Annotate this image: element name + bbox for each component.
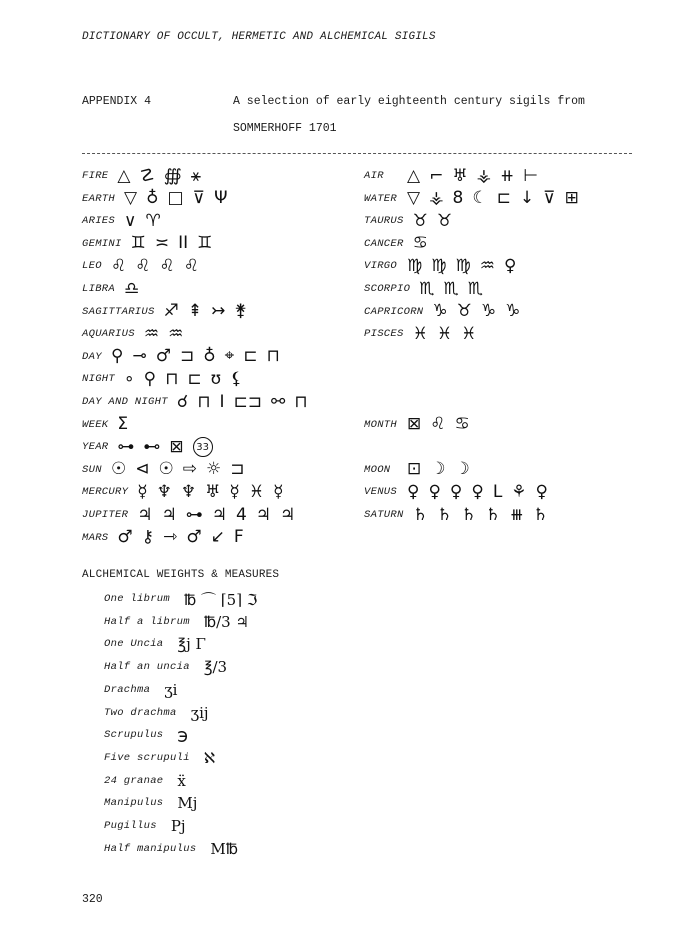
sigil-glyph: ♀ (504, 255, 517, 276)
sigil-label: MERCURY (82, 486, 129, 499)
sigil-glyph: ♑ (432, 301, 448, 322)
sigil-row-sagittarius (82, 301, 247, 323)
sigil-glyph: ⧻ (509, 504, 524, 525)
sigil-label: VENUS (364, 486, 398, 499)
sigil-glyph: ♌ (135, 255, 151, 276)
weight-sigil: Pj (170, 817, 186, 835)
weight-row-half-manipulus (104, 838, 238, 860)
sigil-glyph: ⊠ (169, 436, 184, 457)
weights-section-title: ALCHEMICAL WEIGHTS & MEASURES (82, 569, 280, 581)
sigil-label: EARTH (82, 192, 116, 205)
sigil-glyph: ♀ (471, 481, 484, 502)
sigil-glyph: 33 (193, 437, 213, 457)
running-head: DICTIONARY OF OCCULT, HERMETIC AND ALCHEMICAL SIGILS (82, 31, 436, 43)
sigil-row-water (364, 188, 579, 210)
sigil-glyph: ⇞ (187, 301, 203, 322)
sigil-glyph: 4 (235, 504, 247, 525)
sigil-glyph: ♁ (203, 346, 216, 367)
sigil-glyph: △ (407, 165, 421, 186)
sigil-glyph: ⇾ (163, 527, 178, 548)
sigil-glyph: ♓ (248, 481, 265, 502)
sigil-glyph: ♓ (412, 323, 428, 344)
sigil-row-venus (364, 481, 548, 503)
sigil-glyph: ∨ (124, 210, 137, 231)
weight-label: Manipulus (104, 797, 164, 810)
weight-row-scrupulus (104, 724, 188, 746)
sigil-glyph: ♑ (480, 301, 497, 322)
sigil-glyph: ⚹ (190, 165, 201, 186)
sigil-label: AIR (364, 170, 384, 182)
sigil-glyph: ▽ (407, 188, 421, 209)
sigil-row-scorpio (364, 278, 483, 300)
weight-sigil: ℥j Γ (177, 635, 206, 654)
sigil-glyph: ⊶ (117, 436, 135, 457)
sigil-row-week (82, 414, 128, 436)
weight-row-two-drachma (104, 702, 209, 724)
sigil-row-year (82, 436, 213, 458)
sigil-row-day-and-night (82, 391, 308, 413)
weight-sigil: ℈ (177, 726, 188, 745)
sigil-glyph: ♂ (186, 527, 202, 548)
sigil-glyph: ↓ (519, 188, 535, 209)
sigil-glyph: ♒ (143, 323, 160, 344)
sigil-label: DAY (82, 350, 102, 363)
weight-label: Half an uncia (104, 661, 190, 674)
sigil-row-sun (82, 459, 245, 481)
sigil-glyph: ⊲ (135, 459, 150, 480)
sigil-row-aquarius (82, 323, 183, 345)
divider-rule (82, 153, 632, 154)
sigil-row-fire (82, 165, 201, 187)
sigil-glyph: ☌ (176, 391, 189, 412)
sigil-glyph: ʊ (210, 368, 222, 389)
sigil-label: MOON (364, 463, 391, 476)
sigil-label: SAGITTARIUS (82, 305, 155, 318)
sigil-row-day (82, 346, 280, 368)
sigil-glyph: I (219, 391, 225, 412)
sigil-glyph: ☉ (158, 459, 174, 480)
sigil-glyph: △ (117, 165, 131, 186)
sigil-glyph: ⊐ (179, 346, 195, 367)
sigil-glyph: ♅ (452, 165, 468, 186)
weight-sigil: ℵ (203, 748, 216, 767)
weight-row-half-an-uncia (104, 656, 227, 678)
sigil-glyph: ♀ (449, 481, 463, 502)
page-number: 320 (82, 893, 103, 906)
sigil-glyph: ⊸ (132, 346, 147, 367)
sigil-label: SATURN (364, 509, 404, 521)
sigil-label: ARIES (82, 215, 116, 228)
sigil-label: CAPRICORN (364, 305, 424, 318)
sigil-glyph: ⊓ (197, 391, 211, 412)
sigil-glyph: ⊓ (266, 346, 280, 367)
sigil-row-leo (82, 255, 199, 277)
sigil-label: SUN (82, 463, 102, 476)
sigil-glyph: ☼ (206, 459, 222, 480)
weight-label: Half a librum (104, 615, 190, 628)
sigil-glyph: ♊ (130, 233, 146, 254)
sigil-label: JUPITER (82, 509, 129, 521)
sigil-glyph: ⚯ (271, 391, 286, 412)
appendix-label: APPENDIX 4 (82, 95, 152, 108)
sigil-label: FIRE (82, 170, 109, 182)
sigil-glyph: Σ (117, 414, 129, 435)
sigil-row-mars (82, 527, 244, 549)
sigil-row-mercury (82, 481, 284, 503)
sigil-glyph: ♐ (163, 301, 179, 322)
sigil-glyph: ⊞ (564, 188, 579, 209)
sigil-glyph: Ψ (214, 188, 228, 209)
sigil-glyph: ⊏ (496, 188, 511, 209)
sigil-label: MONTH (364, 418, 398, 431)
sigil-glyph: ⚲ (111, 346, 124, 367)
sigil-label: AQUARIUS (82, 328, 135, 341)
weight-sigil: ℥/3 (203, 658, 228, 677)
sigil-glyph: ☿ (273, 481, 284, 502)
sigil-glyph: ♌ (183, 255, 199, 276)
sigil-glyph: ⊠ (407, 414, 422, 435)
sigil-glyph: ♉ (456, 301, 472, 322)
sigil-glyph: ☽ (430, 459, 446, 480)
sigil-glyph: ☽ (454, 459, 470, 480)
sigil-glyph: ♌ (159, 255, 175, 276)
sigil-glyph: ♂ (155, 346, 171, 367)
appendix-description-line-2: SOMMERHOFF 1701 (233, 122, 337, 135)
sigil-glyph: □ (167, 188, 184, 209)
sigil-glyph: ⚲ (143, 368, 157, 389)
weight-sigil: Mj (177, 794, 198, 813)
sigil-label: WATER (364, 192, 398, 205)
sigil-glyph: ♃ (255, 504, 272, 525)
sigil-label: SCORPIO (364, 283, 411, 295)
sigil-glyph: ♈ (145, 210, 161, 231)
sigil-glyph: ♄ (412, 504, 428, 525)
weight-sigil: ℔ ⌒ ⌈5⌉ ℑ (184, 590, 258, 609)
sigil-glyph: ☾ (472, 188, 488, 209)
sigil-glyph: ⊢ (523, 165, 539, 186)
sigil-glyph: L (492, 481, 503, 502)
sigil-glyph: II (178, 233, 189, 254)
sigil-row-saturn (364, 504, 548, 526)
weight-sigil: M℔ (210, 839, 239, 858)
sigil-glyph: ♋ (412, 233, 428, 254)
sigil-glyph: ⊏ (187, 368, 202, 389)
weight-row-pugillus (104, 815, 186, 837)
sigil-row-pisces (364, 323, 476, 345)
sigil-glyph: ⚸ (230, 368, 243, 389)
sigil-label: NIGHT (82, 373, 116, 386)
sigil-glyph: ♋ (454, 414, 470, 435)
sigil-glyph: ⌖ (224, 346, 235, 367)
sigil-glyph: ♉ (436, 210, 453, 231)
sigil-row-jupiter (82, 504, 295, 526)
sigil-label: DAY AND NIGHT (82, 396, 168, 408)
sigil-glyph: ♄ (485, 504, 501, 525)
weight-sigil: ʒi (164, 680, 178, 699)
sigil-glyph: ♑ (505, 301, 521, 322)
sigil-label: MARS (82, 531, 109, 544)
weight-label: Drachma (104, 683, 151, 696)
sigil-glyph: ♒ (479, 255, 495, 276)
sigil-glyph: ☿ (229, 481, 240, 502)
sigil-glyph: ☉ (111, 459, 127, 480)
sigil-glyph: ⚶ (476, 165, 492, 186)
sigil-glyph: ♍ (455, 255, 471, 276)
sigil-glyph: ♃ (161, 504, 177, 525)
sigil-glyph: ⊶ (185, 504, 203, 525)
sigil-glyph: ☿ (137, 481, 148, 502)
sigil-glyph: ⚷ (141, 527, 155, 548)
sigil-glyph: ⧺ (500, 165, 515, 186)
sigil-label: TAURUS (364, 215, 404, 228)
sigil-glyph: ↣ (211, 301, 226, 322)
sigil-row-moon (364, 459, 470, 481)
sigil-label: WEEK (82, 418, 109, 431)
sigil-glyph: ⊓ (294, 391, 308, 412)
sigil-label: CANCER (364, 237, 404, 250)
sigil-glyph: ☡ (139, 165, 155, 186)
sigil-glyph: ≍ (154, 233, 170, 254)
sigil-glyph: ♆ (156, 481, 172, 502)
sigil-glyph: ♌ (430, 414, 446, 435)
sigil-glyph: ∰ (163, 165, 182, 186)
sigil-row-gemini (82, 233, 212, 255)
sigil-label: VIRGO (364, 260, 398, 273)
sigil-row-night (82, 368, 243, 390)
sigil-glyph: 8 (452, 188, 464, 209)
sigil-glyph: ⇨ (182, 459, 197, 480)
weight-row-one-uncia (104, 633, 206, 655)
sigil-glyph: ⊓ (165, 368, 179, 389)
sigil-glyph: ♏ (467, 278, 483, 299)
sigil-glyph: ♀ (535, 481, 548, 502)
sigil-row-air (364, 165, 538, 187)
weight-row-24-granae (104, 770, 186, 792)
sigil-glyph: ♓ (436, 323, 453, 344)
sigil-glyph: ♄ (436, 504, 453, 525)
sigil-glyph: ⚘ (511, 481, 527, 502)
sigil-glyph: ♏ (443, 278, 459, 299)
sigil-row-taurus (364, 210, 452, 232)
sigil-label: GEMINI (82, 237, 122, 250)
sigil-glyph: ♃ (137, 504, 153, 525)
sigil-glyph: ♓ (461, 323, 477, 344)
sigil-glyph: ♒ (168, 323, 184, 344)
sigil-glyph: ♏ (419, 278, 435, 299)
sigil-glyph: ♌ (111, 255, 127, 276)
sigil-label: LEO (82, 260, 102, 273)
sigil-row-capricorn (364, 301, 520, 323)
weight-label: Scrupulus (104, 729, 164, 742)
sigil-glyph: ♍ (431, 255, 447, 276)
sigil-glyph: ♃ (280, 504, 296, 525)
weight-row-manipulus (104, 792, 197, 814)
appendix-description-line-1: A selection of early eighteenth century sigils from (233, 95, 585, 108)
weight-label: Two drachma (104, 706, 177, 719)
sigil-glyph: ♃ (211, 504, 227, 525)
sigil-glyph: ⊏ (243, 346, 258, 367)
weight-row-five-scrupuli (104, 747, 215, 769)
sigil-row-month (364, 414, 470, 436)
weight-label: Five scrupuli (104, 751, 190, 764)
sigil-row-earth (82, 188, 227, 210)
sigil-row-aries (82, 210, 161, 232)
sigil-glyph: ♎ (124, 278, 140, 299)
sigil-glyph: ⚶ (429, 188, 444, 209)
sigil-glyph: ⊏⊐ (233, 391, 263, 412)
sigil-label: YEAR (82, 441, 109, 454)
sigil-glyph: ∘ (124, 368, 135, 389)
sigil-glyph: ↙ (210, 527, 225, 548)
sigil-row-libra (82, 278, 139, 300)
weight-sigil: ʒij (190, 703, 209, 722)
weight-label: Half manipulus (104, 842, 197, 855)
weight-sigil: ℔/3 ♃ (203, 612, 249, 631)
sigil-row-cancer (364, 233, 428, 255)
sigil-glyph: ♀ (428, 481, 441, 502)
sigil-glyph: ♊ (197, 233, 213, 254)
weight-sigil: ẍ (177, 771, 186, 790)
sigil-glyph: ⚵ (234, 301, 247, 322)
sigil-label: PISCES (364, 328, 404, 341)
sigil-glyph: ♉ (412, 210, 428, 231)
sigil-glyph: ♆ (180, 481, 197, 502)
sigil-glyph: ♄ (532, 504, 549, 525)
weight-label: One Uncia (104, 638, 164, 651)
sigil-glyph: ♂ (117, 527, 133, 548)
sigil-glyph: ♅ (205, 481, 221, 502)
sigil-glyph: ⊽ (192, 188, 206, 209)
sigil-glyph: ⊡ (407, 459, 422, 480)
sigil-glyph: ♄ (461, 504, 477, 525)
sigil-glyph: ♁ (146, 188, 159, 209)
sigil-glyph: ⌐ (429, 165, 444, 186)
weight-label: Pugillus (104, 820, 157, 832)
sigil-row-virgo (364, 255, 516, 277)
weight-label: 24 granae (104, 774, 164, 787)
sigil-glyph: ⊽ (543, 188, 556, 209)
sigil-label: LIBRA (82, 283, 116, 295)
weight-row-drachma (104, 679, 177, 701)
sigil-glyph: ♀ (407, 481, 420, 502)
weight-label: One librum (104, 593, 171, 605)
sigil-glyph: F (233, 527, 244, 548)
sigil-glyph: ♍ (407, 255, 423, 276)
weight-row-one-librum (104, 588, 257, 610)
weight-row-half-a-librum (104, 611, 249, 633)
sigil-glyph: ⊐ (230, 459, 245, 480)
sigil-glyph: ⊷ (143, 436, 161, 457)
sigil-glyph: ▽ (124, 188, 138, 209)
